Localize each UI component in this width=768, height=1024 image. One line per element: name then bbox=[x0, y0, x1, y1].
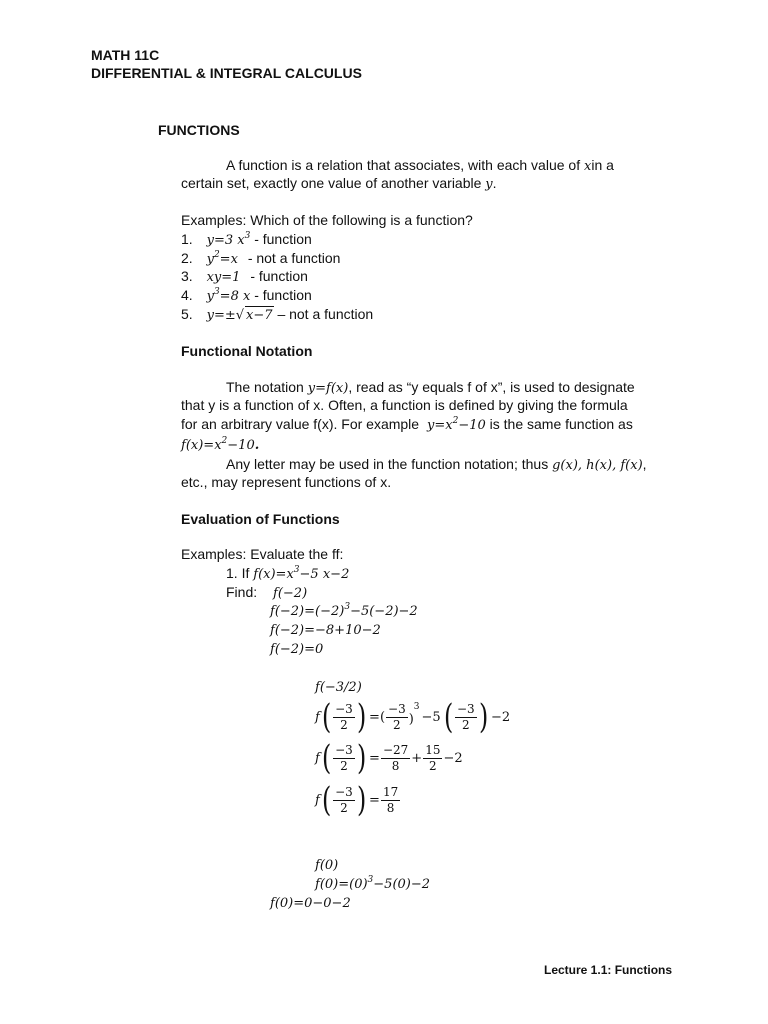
evaluation-label: 1. If bbox=[226, 565, 250, 581]
definition-text: in a bbox=[591, 157, 614, 173]
find-expression: f(−2) bbox=[273, 586, 308, 601]
definition-var-y: y bbox=[485, 177, 493, 192]
evaluation-item-1 bbox=[226, 564, 349, 584]
step-line: $f(-2)=(-2)^3-5(-2)-2$ bbox=[270, 602, 418, 619]
notation-line-2: that y is a function of x. Often, a function is defined by giving the formula bbox=[181, 397, 628, 413]
find-line bbox=[226, 583, 307, 603]
notation-text: is the same function as bbox=[489, 416, 633, 432]
definition-text: A function is a relation that associates, with each value of bbox=[226, 157, 581, 173]
notation-text: , read as “y equals f of x”, is used to designate bbox=[348, 379, 635, 395]
step-line: f ( $\frac{-3}{2}$ ) =( $\frac{-3}{2}$ )$^3$ −5 ( $\frac{-3}{2}$ ) −2 bbox=[315, 697, 511, 737]
notation-line-1 bbox=[226, 378, 635, 398]
step-line: f(−2)=0 bbox=[270, 642, 324, 657]
step-line: f ( $\frac{-3}{2}$ ) = $\frac{17}{8}$ bbox=[315, 780, 399, 820]
notation-line-6: etc., may represent functions of x. bbox=[181, 474, 392, 490]
step-line: f(−2)=−8+10−2 bbox=[270, 623, 381, 638]
evaluation-heading: Evaluation of Functions bbox=[181, 511, 340, 527]
example-result: - function bbox=[254, 231, 312, 247]
evaluation-intro: Examples: Evaluate the ff: bbox=[181, 546, 344, 562]
example-number: 3. bbox=[181, 268, 193, 284]
example-equation: $y^2=x$ bbox=[206, 250, 238, 267]
definition-line-2 bbox=[181, 174, 497, 194]
notation-line-4 bbox=[181, 435, 259, 455]
page-footer: Lecture 1.1: Functions bbox=[544, 963, 673, 977]
notation-text: Any letter may be used in the function notation; thus bbox=[226, 456, 549, 472]
notation-equation: g(x), h(x), f(x) bbox=[552, 458, 643, 473]
example-item bbox=[181, 230, 312, 250]
evaluation-function: $f(x)=x^3-5$ x−2 bbox=[253, 565, 350, 582]
find-label: Find: bbox=[226, 584, 258, 600]
definition-text: certain set, exactly one value of another variable bbox=[181, 175, 482, 191]
step-line: f(0)=0−0−2 bbox=[270, 896, 351, 911]
step-line: $f(0)=(0)^3-5(0)-2$ bbox=[315, 875, 431, 892]
section-title: FUNCTIONS bbox=[158, 122, 240, 138]
example-number: 5. bbox=[181, 306, 193, 322]
example-result: - function bbox=[250, 268, 308, 284]
notation-line-3 bbox=[181, 415, 633, 435]
example-number: 2. bbox=[181, 250, 193, 266]
example-item bbox=[181, 286, 312, 306]
notation-text: The notation bbox=[226, 379, 304, 395]
step-line: f(−3/2) bbox=[315, 680, 362, 695]
example-item bbox=[181, 249, 340, 269]
example-number: 4. bbox=[181, 287, 193, 303]
notation-equation: $f(x)=x^2-10$. bbox=[181, 436, 260, 453]
example-equation: y=3 $x^3$ bbox=[206, 231, 251, 248]
example-equation: y=±√ x−7 bbox=[206, 308, 273, 323]
example-result: – not a function bbox=[277, 306, 374, 322]
example-equation: $y^3=8$ x bbox=[206, 287, 251, 304]
example-equation: xy=1 bbox=[206, 270, 241, 285]
example-result: - function bbox=[254, 287, 312, 303]
step-line: f ( $\frac{-3}{2}$ ) = $\frac{-27}{8}$ + $\frac{15}{2}$ −2 bbox=[315, 738, 463, 778]
notation-line-5: Any letter may be used in the function notation; thus g(x), h(x), f(x), bbox=[226, 456, 647, 473]
notation-equation: y=f(x) bbox=[307, 381, 349, 396]
example-result: - not a function bbox=[247, 250, 341, 266]
example-item bbox=[181, 305, 373, 325]
definition-var-x: x bbox=[584, 159, 592, 174]
definition-text: . bbox=[492, 175, 497, 191]
examples-intro: Examples: Which of the following is a function? bbox=[181, 212, 473, 228]
notation-equation: $y=x^2-10$ bbox=[426, 416, 486, 433]
notation-heading: Functional Notation bbox=[181, 343, 313, 359]
example-number: 1. bbox=[181, 231, 193, 247]
course-title: DIFFERENTIAL & INTEGRAL CALCULUS bbox=[91, 65, 362, 81]
notation-text: for an arbitrary value f(x). For example bbox=[181, 416, 420, 432]
definition-line-1 bbox=[226, 156, 614, 176]
step-line: f(0) bbox=[315, 858, 339, 873]
example-item bbox=[181, 267, 308, 287]
course-code: MATH 11C bbox=[91, 47, 160, 63]
